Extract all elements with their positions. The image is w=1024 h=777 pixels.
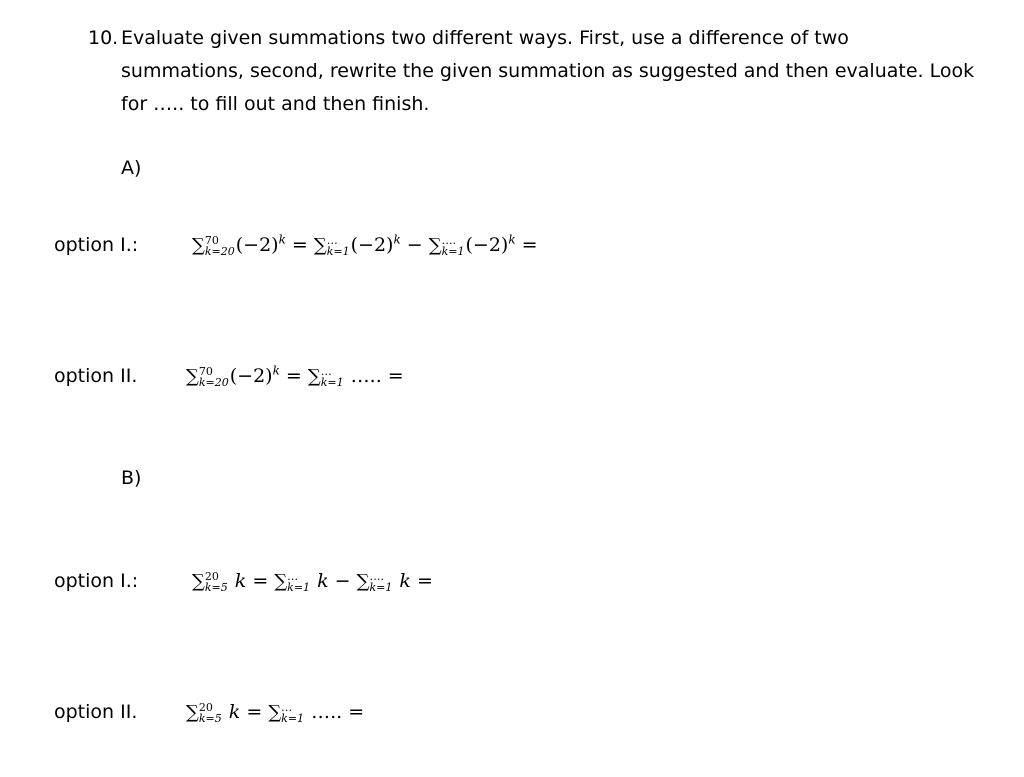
sigma-symbol: ∑ bbox=[192, 571, 205, 592]
part-b-label: B) bbox=[121, 467, 142, 489]
equals-sign: = bbox=[279, 365, 308, 387]
lower-limit: k=1 bbox=[320, 376, 344, 389]
exponent: k bbox=[508, 232, 516, 247]
part-a-option-2-label: option II. bbox=[54, 365, 138, 387]
exponent: k bbox=[278, 232, 286, 247]
upper-limit-blank: … bbox=[320, 365, 332, 378]
equals-sign: = bbox=[348, 701, 365, 723]
equals-sign: = bbox=[515, 234, 538, 256]
sigma-symbol: ∑ bbox=[268, 702, 282, 723]
lower-limit: k=20 bbox=[198, 376, 229, 389]
upper-limit-blank: … bbox=[326, 234, 338, 247]
upper-limit-blank: … bbox=[287, 570, 299, 583]
question-line-1: Evaluate given summations two different ways. First, use a difference of two bbox=[121, 27, 849, 49]
summation-limits bbox=[442, 235, 465, 257]
summand: (−2) bbox=[235, 234, 279, 256]
question-number: 10. bbox=[88, 27, 119, 49]
lower-limit: k=5 bbox=[198, 712, 222, 725]
minus-sign: − bbox=[328, 570, 357, 592]
lower-limit: k=1 bbox=[281, 712, 305, 725]
exponent: k bbox=[272, 363, 280, 378]
sigma-symbol: ∑ bbox=[274, 571, 288, 592]
equals-sign: = bbox=[246, 570, 275, 592]
sigma-symbol: ∑ bbox=[313, 235, 327, 256]
lower-limit: k=1 bbox=[287, 581, 311, 594]
equals-sign: = bbox=[410, 570, 433, 592]
equals-sign: = bbox=[285, 234, 314, 256]
summation-limits bbox=[321, 366, 344, 388]
lower-limit: k=1 bbox=[441, 245, 465, 258]
summand-blank: ….. bbox=[305, 701, 349, 723]
upper-limit-blank: … bbox=[281, 701, 293, 714]
lower-limit: k=5 bbox=[204, 581, 228, 594]
upper-limit: 20 bbox=[204, 570, 219, 583]
exponent: k bbox=[393, 232, 401, 247]
summand: k bbox=[311, 570, 329, 592]
equals-sign: = bbox=[240, 701, 269, 723]
summand: k bbox=[222, 701, 241, 723]
part-b-option-1-label: option I.: bbox=[54, 570, 139, 592]
part-b-option-2-equation bbox=[186, 699, 364, 726]
summand: (−2) bbox=[465, 234, 509, 256]
sigma-symbol: ∑ bbox=[428, 235, 442, 256]
part-b-option-2-label: option II. bbox=[54, 701, 138, 723]
sigma-symbol: ∑ bbox=[307, 366, 321, 387]
upper-limit: 70 bbox=[204, 234, 219, 247]
question-prompt bbox=[121, 22, 975, 121]
summand: k bbox=[228, 570, 247, 592]
summation-limits bbox=[327, 235, 350, 257]
part-a-option-2-equation bbox=[186, 363, 404, 390]
summand: (−2) bbox=[229, 365, 273, 387]
summation-limits bbox=[205, 235, 235, 257]
summation-limits bbox=[281, 702, 304, 724]
sigma-symbol: ∑ bbox=[356, 571, 370, 592]
upper-limit-blank: …. bbox=[441, 234, 457, 247]
sigma-symbol: ∑ bbox=[186, 366, 199, 387]
sigma-symbol: ∑ bbox=[192, 235, 205, 256]
summation-limits bbox=[287, 571, 310, 593]
minus-sign: − bbox=[400, 234, 429, 256]
summation-limits bbox=[199, 702, 222, 724]
question-line-3: for ….. to fill out and then finish. bbox=[121, 93, 430, 115]
upper-limit: 70 bbox=[198, 365, 213, 378]
upper-limit: 20 bbox=[198, 701, 213, 714]
equals-sign: = bbox=[387, 365, 404, 387]
part-b-option-1-equation bbox=[192, 568, 433, 595]
question-line-2: summations, second, rewrite the given summation as suggested and then evaluate. Look bbox=[121, 60, 975, 82]
summation-limits bbox=[199, 366, 229, 388]
sigma-symbol: ∑ bbox=[186, 702, 199, 723]
summand: (−2) bbox=[350, 234, 394, 256]
part-a-label: A) bbox=[121, 157, 142, 179]
lower-limit: k=20 bbox=[204, 245, 235, 258]
upper-limit-blank: …. bbox=[369, 570, 384, 583]
summation-limits bbox=[205, 571, 228, 593]
lower-limit: k=1 bbox=[326, 245, 350, 258]
part-a-option-1-label: option I.: bbox=[54, 234, 139, 256]
summand-blank: ….. bbox=[344, 365, 388, 387]
summand: k bbox=[393, 570, 411, 592]
part-a-option-1-equation bbox=[192, 232, 538, 259]
lower-limit: k=1 bbox=[369, 581, 393, 594]
summation-limits bbox=[369, 571, 392, 593]
